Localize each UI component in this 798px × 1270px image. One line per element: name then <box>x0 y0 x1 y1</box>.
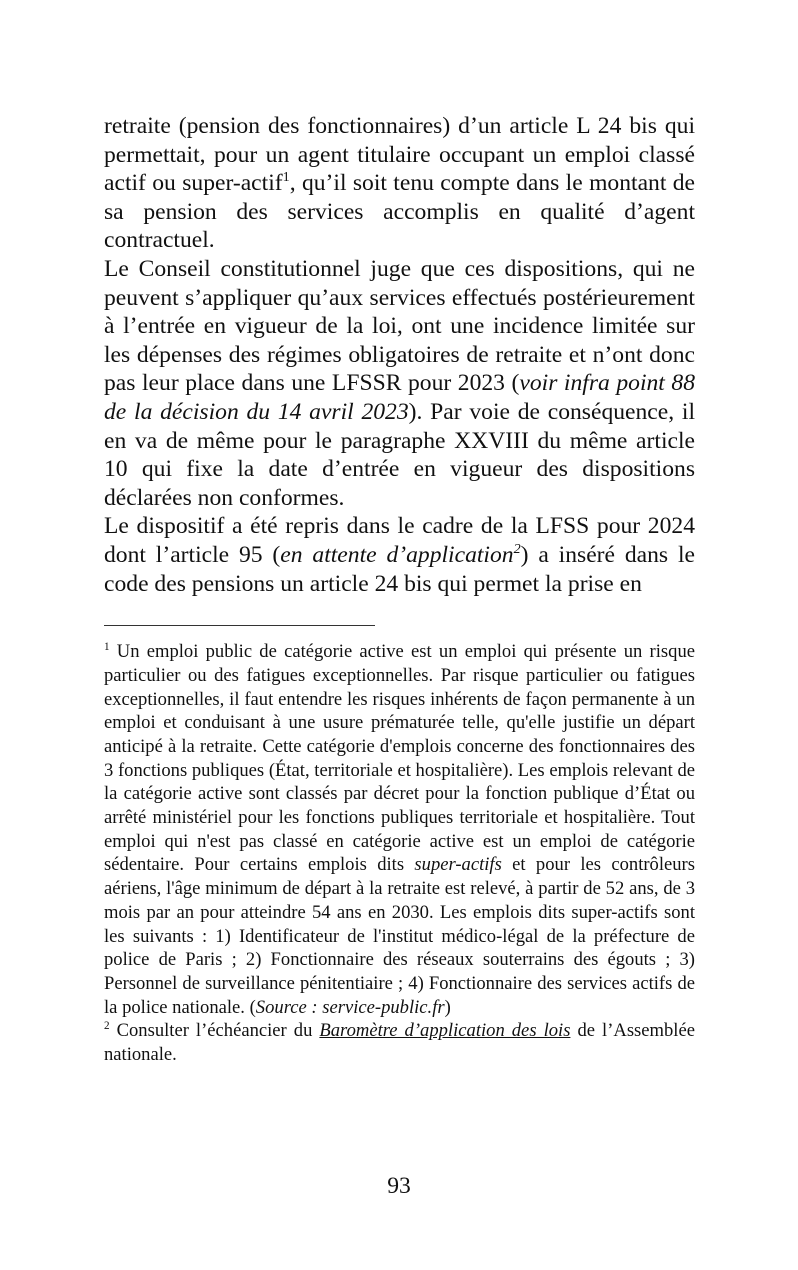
paragraph-3 <box>104 512 695 598</box>
footnote-1-text: Un emploi public de catégorie active est un emploi qui présente un risque particulier ou des fatigues exceptionnelles. Par risque particulier ou fatigues exceptionnelles, il faut entendre les risques inhérents de façon permanente à un emploi et conduisant à une usure prématurée telle, qu'elle justifie un départ anticipé à la retraite. Cette catégorie d'emplois concerne des fonctionnaires des 3 fonctions publiques (État, territoriale et hospitalière). Les emplois relevant de la catégorie active sont classés par décret pour la fonction publique d’État ou arrêté ministériel pour les fonctions publiques territoriale et hospitalière. Tout emploi qui n'est pas classé en catégorie active est un emploi de catégorie sédentaire. Pour certains emplois dits <box>104 641 695 876</box>
footnote-1 <box>104 640 695 1019</box>
footnote-1-italic: super-actifs <box>414 854 502 876</box>
page-number: 93 <box>387 1173 411 1199</box>
footnote-1-marker: 1 <box>104 640 110 653</box>
footnote-1-close: ) <box>444 996 451 1018</box>
footnote-2 <box>104 1019 695 1066</box>
paragraph-3-text-cont: ) a inséré dans le code des pensions un article 24 bis qui permet la prise en <box>104 541 695 597</box>
footnote-1-source: Source : service-public.fr <box>255 996 445 1018</box>
footnote-2-marker: 2 <box>104 1020 110 1033</box>
barometre-link[interactable]: Baromètre d’application des lois <box>319 1020 571 1042</box>
footnote-separator <box>104 625 375 626</box>
footnote-2-text-cont: de l’Assemblée nationale. <box>104 1020 695 1066</box>
paragraph-2-text-cont: ). Par voie de conséquence, il en va de même pour le paragraphe XXVIII du même article 10 qui fixe la date d’entrée en vigueur des dispositions déclarées non conformes. <box>104 398 696 511</box>
paragraph-3-italic-text: en attente d’application <box>280 541 514 568</box>
paragraph-2 <box>104 255 695 512</box>
paragraph-2-italic-reference: voir infra point 88 de la décision du 14 avril 2023 <box>104 370 695 425</box>
paragraph-1-text-cont: , qu’il soit tenu compte dans le montant de sa pension des services accomplis en qualité d’agent contractuel. <box>104 170 696 254</box>
paragraph-3-text: Le dispositif a été repris dans le cadre de la LFSS pour 2024 dont l’article 95 ( <box>104 513 695 568</box>
paragraph-3-italic <box>280 542 520 568</box>
page-content <box>104 112 695 1067</box>
paragraph-2-text: Le Conseil constitutionnel juge que ces dispositions, qui ne peuvent s’appliquer qu’aux services effectués postérieurement à l’entrée en vigueur de la loi, ont une incidence limitée sur les dépenses des régimes obligatoires de retraite et n’ont donc pas leur place dans une LFSSR pour 2023 ( <box>104 255 695 397</box>
paragraph-1 <box>104 112 695 255</box>
paragraph-1-text: retraite (pension des fonctionnaires) d’un article L 24 bis qui permettait, pour un agent titulaire occupant un emploi classé actif ou super-actif <box>104 113 695 197</box>
footnote-ref-2[interactable]: 2 <box>513 541 521 558</box>
footnote-ref-1[interactable]: 1 <box>282 169 290 186</box>
footnote-2-text: Consulter l’échéancier du <box>109 1020 320 1042</box>
footnote-1-text-cont: et pour les contrôleurs aériens, l'âge minimum de départ à la retraite est relevé, à partir de 52 ans, de 3 mois par an pour atteindre 54 ans en 2030. Les emplois dits super-actifs sont les suivants : 1) Identificateur de l'institut médico-légal de la préfecture de police de Paris ; 2) Fonctionnaire des réseaux souterrains des égouts ; 3) Personnel de surveillance pénitentiaire ; 4) Fonctionnaire des services actifs de la police nationale. ( <box>104 854 695 1018</box>
